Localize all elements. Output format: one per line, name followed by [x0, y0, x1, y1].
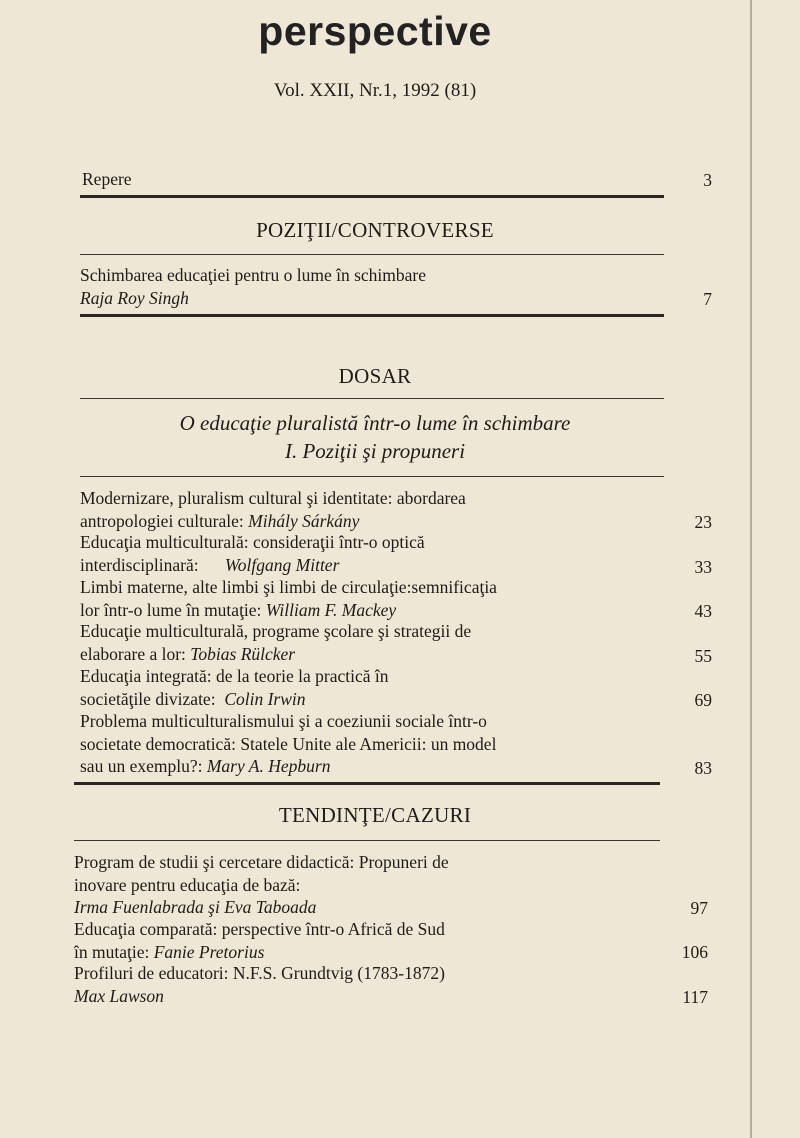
entry-author: Irma Fuenlabrada şi Eva Taboada [74, 897, 317, 917]
dossier-subtitle: I. Poziţii şi propuneri [284, 439, 466, 463]
rule [80, 398, 664, 399]
toc-entry [80, 665, 680, 710]
entry-title: elaborare a lor: [80, 643, 186, 664]
entry-author: Mihály Sárkány [248, 510, 360, 531]
masthead: perspective [258, 8, 492, 54]
section-heading-dosar: DOSAR [338, 364, 412, 388]
repere-page: 3 [703, 170, 712, 190]
entry-title: Educaţia multiculturală: consideraţii într-o optică [80, 532, 425, 552]
entry-author: Tobias Rülcker [190, 643, 296, 664]
entry-title: societate democratică: Statele Unite ale Americii: un model [80, 733, 497, 754]
rule [80, 254, 664, 255]
entry-author: Wolfgang Mitter [224, 554, 340, 575]
toc-entry [80, 531, 680, 576]
page-edge [750, 0, 752, 1138]
entry-author: Max Lawson [74, 985, 164, 1006]
entry-page: 55 [694, 646, 712, 666]
entry-title: Educaţie multiculturală, programe şcolare şi strategii de [80, 621, 472, 641]
entry-page: 97 [690, 898, 708, 918]
rule [80, 476, 664, 477]
toc-entry [74, 851, 674, 919]
entry-author: Mary A. Hepburn [206, 756, 331, 776]
entry-title: în mutaţie: [74, 941, 150, 962]
entry-author: Raja Roy Singh [80, 287, 189, 308]
toc-entry [80, 710, 680, 778]
entry-title: Schimbarea educaţiei pentru o lume în schimbare [80, 265, 426, 285]
issue-line: Vol. XXII, Nr.1, 1992 (81) [273, 80, 477, 101]
entry-author: William F. Mackey [265, 599, 397, 620]
entry-page: 7 [703, 289, 712, 309]
entry-title: sau un exemplu?: [80, 756, 203, 776]
toc-entry [74, 918, 674, 963]
entry-title: societăţile divizate: [80, 688, 216, 709]
entry-page: 83 [694, 758, 712, 778]
entry-page: 106 [681, 942, 708, 962]
dossier-title: O educaţie pluralistă într-o lume în schimbare [179, 411, 571, 435]
entry-author: Fanie Pretorius [153, 941, 265, 962]
entry-title: Limbi materne, alte limbi şi limbi de circulaţie:semnificaţia [80, 577, 497, 597]
entry-title: inovare pentru educaţia de bază: [74, 874, 301, 895]
toc-entry [80, 620, 680, 665]
entry-title: antropologiei culturale: [80, 510, 244, 531]
entry-title: Problema multiculturalismului şi a coeziunii sociale într-o [80, 711, 487, 731]
entry-title: Modernizare, pluralism cultural şi identitate: abordarea [80, 488, 466, 508]
toc-entry [74, 962, 674, 1007]
entry-title: Profiluri de educatori: N.F.S. Grundtvig (1783-1872) [74, 963, 445, 983]
entry-page: 23 [694, 512, 712, 532]
toc-entry [80, 264, 680, 309]
entry-page: 33 [694, 557, 712, 577]
entry-title: Educaţia integrată: de la teorie la practică în [80, 666, 389, 686]
entry-page: 43 [694, 601, 712, 621]
repere-title: Repere [82, 169, 132, 189]
entry-title: interdisciplinară: [80, 554, 199, 575]
rule [80, 314, 664, 317]
entry-page: 117 [682, 987, 708, 1007]
toc-repere [82, 168, 664, 190]
section-heading-tendinte: TENDINŢE/CAZURI [278, 803, 472, 827]
rule [80, 195, 664, 198]
entry-title: Program de studii şi cercetare didactică: Propuneri de [74, 852, 449, 872]
toc-entry [80, 576, 680, 621]
entry-page: 69 [694, 690, 712, 710]
rule [74, 782, 660, 785]
entry-title: lor într-o lume în mutaţie: [80, 599, 262, 620]
toc-entry [80, 487, 680, 532]
entry-author: Colin Irwin [224, 688, 306, 709]
section-heading-pozitii: POZIŢII/CONTROVERSE [256, 218, 494, 242]
rule [74, 840, 660, 841]
entry-title: Educaţia comparată: perspective într-o Africă de Sud [74, 919, 445, 939]
